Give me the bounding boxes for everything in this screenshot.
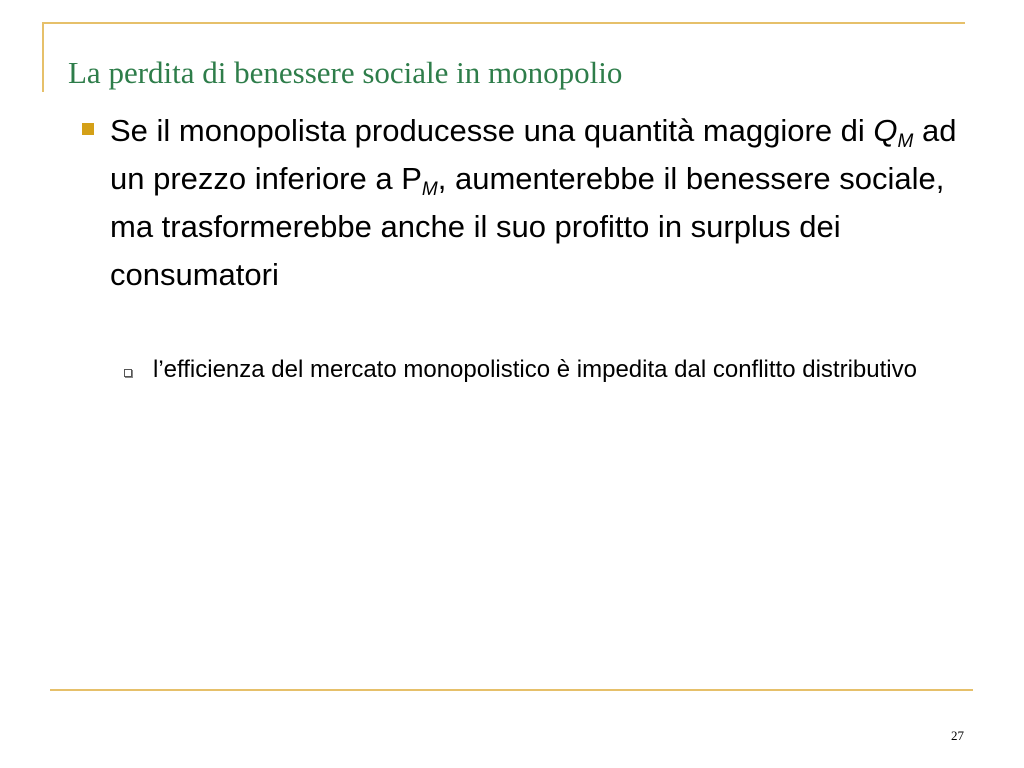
hollow-square-bullet-icon	[124, 369, 132, 377]
left-border-rule	[42, 22, 44, 92]
subbullet-item	[124, 352, 964, 387]
slide-title: La perdita di benessere sociale in monopolio	[68, 55, 623, 90]
subscript-m: M	[421, 179, 438, 200]
filled-square-bullet-icon	[82, 123, 94, 135]
bullet-text-part: ad un prezzo inferiore a P	[110, 113, 957, 196]
top-border-rule	[42, 22, 965, 24]
bullet-text	[110, 107, 960, 299]
subscript-m: M	[897, 131, 914, 152]
bullet-text-part: Se il monopolista producesse una quantità maggiore di	[110, 113, 874, 148]
page-number: 27	[951, 728, 964, 743]
subbullet-text: l’efficienza del mercato monopolistico è impedita dal conflitto distributivo	[153, 356, 917, 383]
variable-q: Q	[873, 113, 898, 148]
bottom-border-rule	[50, 689, 973, 691]
bullet-item	[82, 107, 962, 299]
bullet-text-part: , aumenterebbe il benessere sociale, ma trasformerebbe anche il suo profitto in surplus dei consumatori	[110, 161, 945, 292]
